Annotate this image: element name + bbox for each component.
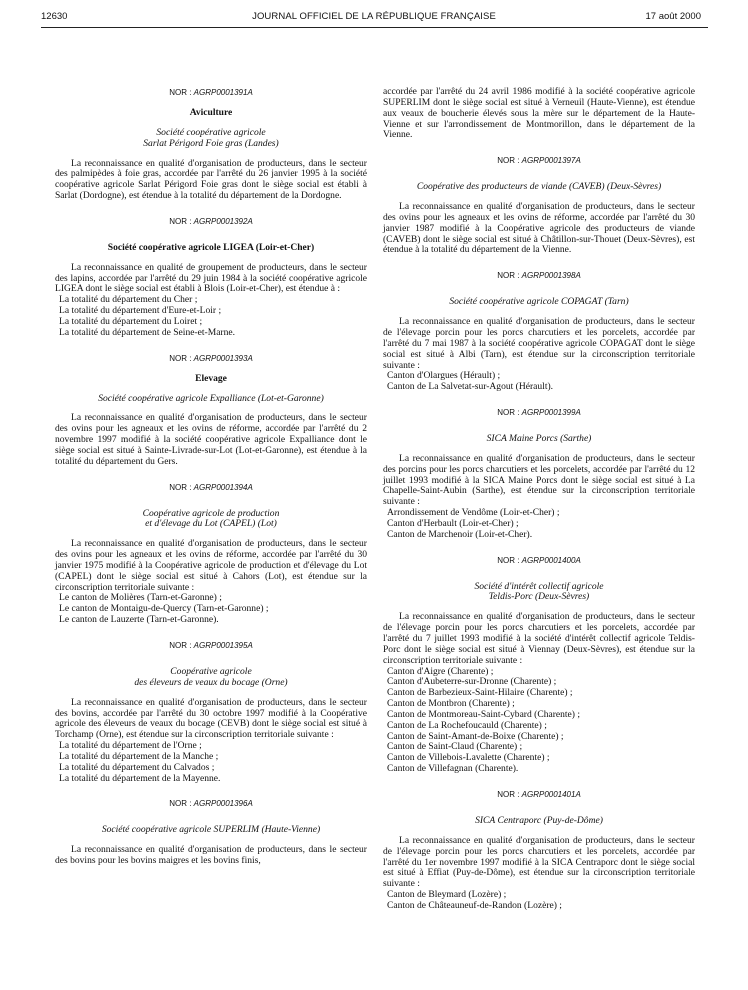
section-heading: Aviculture <box>189 107 233 118</box>
entry-title: SICA Centraporc (Puy-de-Dôme) <box>475 814 603 826</box>
list-item: Canton d'Aubeterre-sur-Dronne (Charente) ; <box>387 676 557 688</box>
nor-reference: NOR : AGRP0001401A <box>497 789 581 799</box>
nor-reference: NOR : AGRP0001397A <box>497 156 581 166</box>
list-item: La totalité du département de Seine-et-Marne. <box>59 326 236 338</box>
list-item: Le canton de Montaigu-de-Quercy (Tarn-et-Garonne) ; <box>59 603 269 615</box>
entry-title: Société coopérative agricole Expalliance (Lot-et-Garonne) <box>98 392 324 404</box>
entry-title: et d'élevage du Lot (CAPEL) (Lot) <box>145 518 277 530</box>
territory-list <box>383 890 695 912</box>
right-column <box>383 87 695 912</box>
left-column <box>55 88 367 867</box>
continued-text: accordée par l'arrêté du 24 avril 1986 modifié à la société coopérative agricole SUPERLIM dont le siège social est situé à Verneuil (Haute-Vienne), est étendue aux veaux de boucherie élevés sous la mère sur le département de la Haute-Vienne et sur l'arrondissement de Montmorillon, dans le département de la Vienne. <box>383 86 695 141</box>
list-item: Canton de Châteauneuf-de-Randon (Lozère) ; <box>387 899 562 911</box>
list-item: La totalité du département du Cher ; <box>59 294 198 306</box>
nor-reference: NOR : AGRP0001391A <box>169 88 253 97</box>
territory-list <box>55 593 367 626</box>
territory-list <box>383 667 695 775</box>
entry-body: La reconnaissance en qualité d'organisation de producteurs, dans le secteur des bovins, accordée par l'arrêté du 30 octobre 1997 modifié à la Coopérative agricole des éleveurs de veaux du bocage (CEVB) dont le siège social est situé à Torchamp (Orne), est étendue sur la circonscription territoriale suivante : <box>55 696 367 741</box>
section-heading: Elevage <box>195 372 227 384</box>
entry-body: La reconnaissance en qualité d'organisation de producteurs, dans le secteur des ovins pour les agneaux et les ovins de réforme, accordée par l'arrêté du 2 novembre 1997 modifié à la société coopérative agricole Expalliance dont le siège social est situé à Sainte-Livrade-sur-Lot (Lot-et-Garonne), est étendue à la totalité du département du Gers. <box>55 412 367 467</box>
list-item: Canton de Montbron (Charente) ; <box>387 698 515 710</box>
list-item: La totalité du département de la Mayenne. <box>59 772 221 784</box>
entry-title: Société coopérative agricole COPAGAT (Tarn) <box>449 296 629 308</box>
nor-reference: NOR : AGRP0001393A <box>169 353 253 363</box>
entry-title: des éleveurs de veaux du bocage (Orne) <box>134 676 288 688</box>
entry-title: Société d'intérêt collectif agricole <box>474 580 604 592</box>
entry-title: Coopérative des producteurs de viande (CAVEB) (Deux-Sèvres) <box>416 181 662 193</box>
list-item: Canton de Montmoreau-Saint-Cybard (Charente) ; <box>387 708 581 720</box>
entry-title: Société coopérative agricole <box>156 126 266 138</box>
list-item: Canton de Villefagnan (Charente). <box>387 763 519 775</box>
list-item: La totalité du département de l'Orne ; <box>59 740 202 752</box>
nor-reference: NOR : AGRP0001398A <box>497 271 581 281</box>
territory-list <box>383 508 695 541</box>
entry-title: Société coopérative agricole LIGEA (Loir-et-Cher) <box>107 241 315 253</box>
entry-title: Société coopérative agricole SUPERLIM (Haute-Vienne) <box>101 824 321 836</box>
list-item: Le canton de Lauzerte (Tarn-et-Garonne). <box>59 614 219 626</box>
page-number: 12630 <box>41 11 68 22</box>
entry-title: Teldis-Porc (Deux-Sèvres) <box>488 591 590 603</box>
nor-reference: NOR : AGRP0001394A <box>169 482 253 492</box>
list-item: Canton d'Olargues (Hérault) ; <box>387 370 501 382</box>
entry-title: SICA Maine Porcs (Sarthe) <box>486 433 592 445</box>
list-item: Canton de Marchenoir (Loir-et-Cher). <box>387 528 533 540</box>
list-item: Canton de La Rochefoucauld (Charente) ; <box>387 719 547 731</box>
entry-body: La reconnaissance en qualité d'organisation de producteurs, dans le secteur des porcins pour les porcs charcutiers et les porcelets, accordée par l'arrêté du 12 juillet 1993 modifié à la SICA Maine Porcs dont le siège social est situé à La Chapelle-Saint-Aubin (Sarthe), est étendue sur la circonscription territoriale suivante : <box>383 452 695 508</box>
entry-body: La reconnaissance en qualité d'organisation de producteurs, dans le secteur de l'élevage porcin pour les porcs charcutiers et les porcelets, accordée par l'arrêté du 7 juillet 1993 modifié à la société d'intérêt collectif agricole Teldis-Porc dont le siège social est situé à Viennay (Deux-Sèvres), est étendue sur la circonscription territoriale suivante : <box>383 611 695 666</box>
territory-list <box>55 741 367 784</box>
territory-list <box>55 295 367 338</box>
list-item: La totalité du département du Calvados ; <box>59 761 215 773</box>
list-item: Canton d'Herbault (Loir-et-Cher) ; <box>387 517 519 529</box>
entry-body: La reconnaissance en qualité d'organisation de producteurs, dans le secteur de l'élevage porcin pour les porcs charcutiers et les porcelets, accordée par l'arrêté du 1er novembre 1997 modifié à la SICA Centraporc dont le siège social est situé à Effiat (Puy-de-Dôme), est étendue sur la circonscription territoriale suivante : <box>383 834 695 890</box>
list-item: Canton d'Aigre (Charente) ; <box>387 665 494 677</box>
entry-body: La reconnaissance en qualité d'organisation de producteurs, dans le secteur des ovins pour les agneaux et les ovins de réforme, accordée par l'arrêté du 30 janvier 1975 modifié à la Coopérative agricole de production et d'élevage du Lot (CAPEL) dont le siège social est situé à Cahors (Lot), est étendue sur la circonscription territoriale suivante : <box>55 538 367 593</box>
journal-title: JOURNAL OFFICIEL DE LA RÉPUBLIQUE FRANÇAISE <box>252 11 496 22</box>
entry-body: La reconnaissance en qualité de groupement de producteurs, dans le secteur des lapins, accordée par l'arrêté du 29 juin 1984 à la société coopérative agricole LIGEA dont le siège social est établi à Blois (Loir-et-Cher), est étendue à : <box>55 261 367 295</box>
list-item: Canton de Barbezieux-Saint-Hilaire (Charente) ; <box>387 687 573 699</box>
list-item: Canton de Bleymard (Lozère) ; <box>387 889 507 901</box>
entry-body: La reconnaissance en qualité d'organisation de producteurs, dans le secteur des palmipèdes à foie gras, accordée par l'arrêté du 26 janvier 1995 à la société coopérative agricole Sarlat Périgord Foie gras dont le siège social est établi à Sarlat (Dordogne), est étendue à la totalité du département de la Dordogne. <box>55 157 367 202</box>
nor-reference: NOR : AGRP0001399A <box>497 408 581 418</box>
header-rule <box>41 27 708 28</box>
territory-list <box>383 371 695 393</box>
list-item: Canton de Villebois-Lavalette (Charente) ; <box>387 752 550 764</box>
list-item: Canton de Saint-Amant-de-Boixe (Charente) ; <box>387 730 564 742</box>
entry-body: La reconnaissance en qualité d'organisation de producteurs, dans le secteur des ovins pour les agneaux et les ovins de réforme, accordée par l'arrêté du 30 janvier 1987 modifié à la Coopérative agricole des producteurs de viande (CAVEB) dont le siège social est situé à Châtillon-sur-Thouet (Deux-Sèvres), est étendue à la totalité du département de la Vienne. <box>383 201 695 256</box>
list-item: Canton de La Salvetat-sur-Agout (Hérault). <box>387 381 554 393</box>
nor-reference: NOR : AGRP0001392A <box>169 216 253 226</box>
publication-date: 17 août 2000 <box>645 11 701 22</box>
list-item: Arrondissement de Vendôme (Loir-et-Cher) ; <box>387 507 560 519</box>
entry-title: Coopérative agricole <box>170 666 252 677</box>
list-item: La totalité du département de la Manche ; <box>59 750 219 762</box>
page-header <box>0 10 748 24</box>
nor-reference: NOR : AGRP0001400A <box>497 555 581 565</box>
nor-reference: NOR : AGRP0001396A <box>169 799 253 809</box>
list-item: Canton de Saint-Claud (Charente) ; <box>387 741 523 753</box>
entry-body: La reconnaissance en qualité d'organisation de producteurs, dans le secteur de l'élevage porcin pour les porcs charcutiers et les porcelets, accordée par l'arrêté du 7 mai 1987 à la société coopérative agricole COPAGAT dont le siège social est situé à Albi (Tarn), est étendue sur la circonscription territoriale suivante : <box>383 316 695 371</box>
list-item: La totalité du département d'Eure-et-Loir ; <box>59 305 222 317</box>
list-item: La totalité du département du Loiret ; <box>59 315 203 327</box>
nor-reference: NOR : AGRP0001395A <box>169 641 253 650</box>
list-item: Le canton de Molières (Tarn-et-Garonne) ; <box>59 592 222 604</box>
entry-body: La reconnaissance en qualité d'organisation de producteurs, dans le secteur des bovins pour les bovins maigres et les bovins finis, <box>55 844 367 867</box>
entry-title: Sarlat Périgord Foie gras (Landes) <box>143 137 279 149</box>
entry-title: Coopérative agricole de production <box>142 507 280 519</box>
